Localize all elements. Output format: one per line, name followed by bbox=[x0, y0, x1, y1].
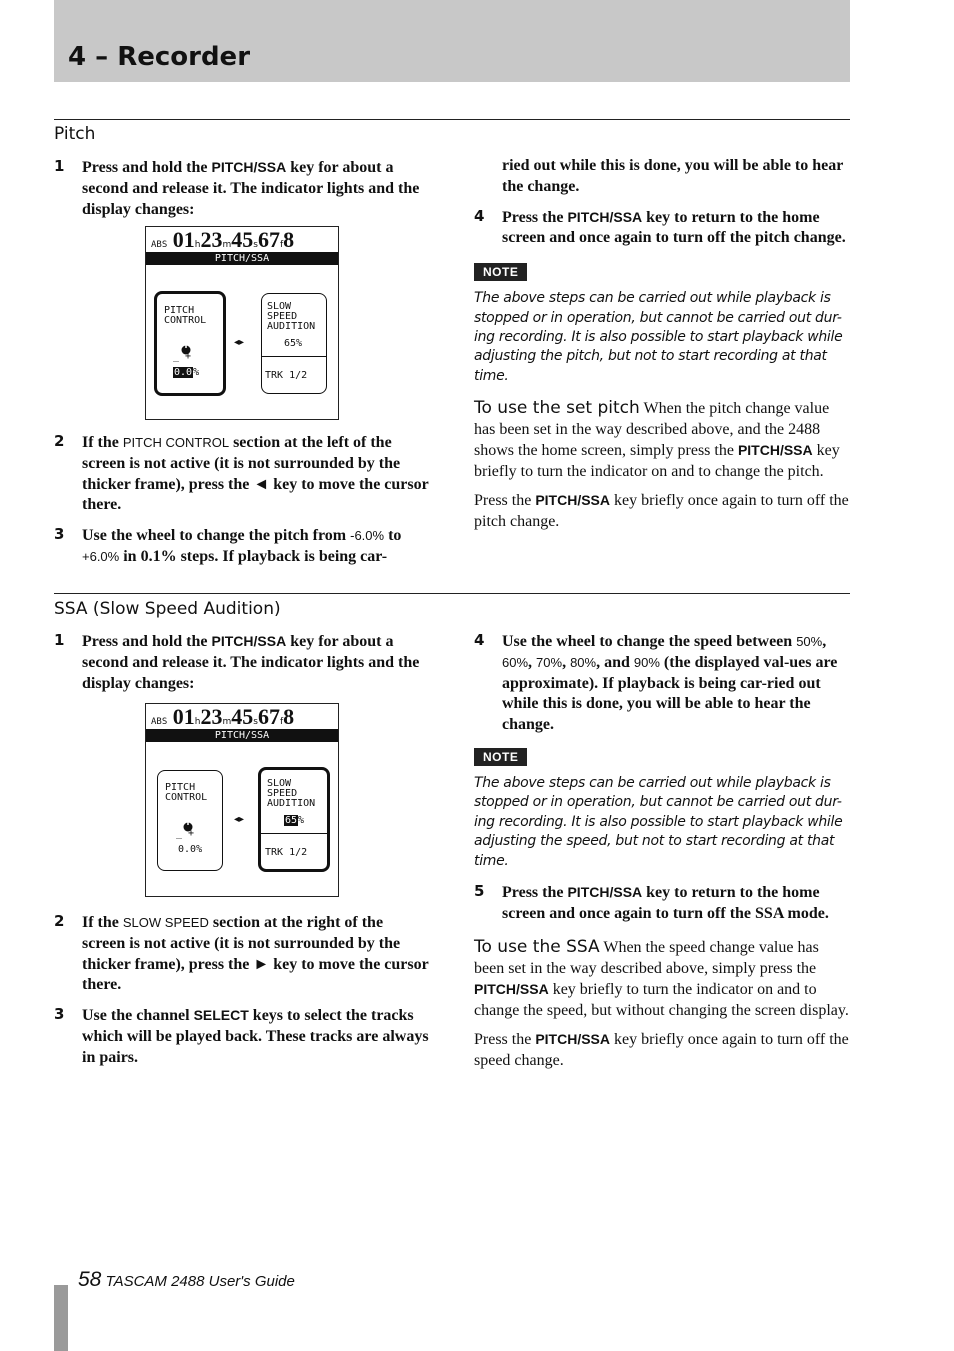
pitch-step-2: 2 If the PITCH CONTROL section at the left of the screen is not active (it is not surrounded by the thicker frame), press the ◄ key to move the cursor there. bbox=[54, 432, 429, 514]
lcd-time-display: ABS 01h23m45s67f8 bbox=[151, 704, 295, 729]
left-right-arrows-icon: ◂▸ bbox=[234, 814, 245, 825]
pitch-use-paragraph: To use the set pitch When the pitch change value has been set in the way described above, and the 2488 shows the home screen, simply press the PITCH/SSA key briefly to turn the indicator on and to change the pitch. bbox=[474, 398, 840, 481]
pitch-step-3-continued: ried out while this is done, you will be able to hear the change. bbox=[502, 157, 844, 195]
slow-speed-box: SLOW SPEED AUDITION 65% TRK 1/2 bbox=[261, 293, 327, 394]
ssa-step-2: 2 If the SLOW SPEED section at the right of the screen is not active (it is not surrounded by the thicker frame), press the ► key to move the cursor there. bbox=[54, 912, 429, 994]
ssa-step-3: 3 Use the channel SELECT keys to select the tracks which will be played back. These tracks are always in pairs. bbox=[54, 1005, 429, 1066]
lcd-title-bar: PITCH/SSA bbox=[146, 252, 338, 265]
note-badge: NOTE bbox=[474, 263, 527, 281]
pitch-step-3: 3 Use the wheel to change the pitch from -6.0% to +6.0% in 0.1% steps. If playback is being car- bbox=[54, 525, 402, 565]
footer-bar bbox=[54, 1285, 68, 1351]
lcd-ssa-screen bbox=[145, 703, 339, 897]
ssa-use-paragraph: To use the SSA When the speed change value has been set in the way described above, simply press the PITCH/SSA key briefly to turn the indicator on and to change the speed, but without changing the screen display. bbox=[474, 936, 849, 1019]
pitch-step-1: 1 Press and hold the PITCH/SSA key for about a second and release it. The indicator lights and the display changes: bbox=[54, 157, 420, 218]
ssa-step-4: 4 Use the wheel to change the speed between 50%, 60%, 70%, 80%, and 90% (the displayed val-ues are approximate). If playback is being car-ried out while this is done, you will be able to hear the change. bbox=[474, 631, 838, 734]
pitch-left-column-2 bbox=[54, 433, 430, 578]
page-number: 58 bbox=[78, 1268, 102, 1291]
guide-title: TASCAM 2488 User's Guide bbox=[105, 1273, 295, 1290]
lcd-title-bar: PITCH/SSA bbox=[146, 729, 338, 742]
section-divider bbox=[54, 119, 850, 120]
ssa-note: The above steps can be carried out while playback is stopped or in operation, but cannot be carried out dur-ing recording. It is also possible to start playback while adjusting the speed, but not to start recording at that time. bbox=[474, 774, 843, 869]
page-footer bbox=[78, 1268, 295, 1292]
ssa-step-5: 5 Press the PITCH/SSA key to return to the home screen and once again to turn off the SSA mode. bbox=[474, 882, 829, 922]
ssa-step-1: 1 Press and hold the PITCH/SSA key for about a second and release it. The indicator lights and the display changes: bbox=[54, 631, 420, 692]
pitch-control-box: PITCH CONTROL _ + 0.0% bbox=[157, 770, 223, 871]
ssa-left-column-2 bbox=[54, 913, 430, 1079]
pitch-press-paragraph: Press the PITCH/SSA key briefly once again to turn off the pitch change. bbox=[474, 492, 849, 531]
chapter-title: 4 – Recorder bbox=[68, 42, 251, 72]
ssa-press-paragraph: Press the PITCH/SSA key briefly once again to turn off the speed change. bbox=[474, 1030, 849, 1069]
pitch-right-column bbox=[474, 156, 852, 532]
pitch-step-4: 4 Press the PITCH/SSA key to return to the home screen and once again to turn off the pitch change. bbox=[474, 206, 846, 247]
section-divider bbox=[54, 593, 850, 594]
ssa-right-column bbox=[474, 632, 852, 1071]
chapter-header bbox=[54, 0, 850, 82]
slow-speed-box: SLOW SPEED AUDITION 65% TRK 1/2 bbox=[258, 767, 330, 872]
ssa-left-column bbox=[54, 632, 430, 704]
lcd-pitch-screen bbox=[145, 226, 339, 420]
note-badge: NOTE bbox=[474, 748, 527, 766]
pitch-heading: Pitch bbox=[54, 124, 96, 144]
lcd-time-display: ABS 01h23m45s67f8 bbox=[151, 227, 295, 252]
pitch-note: The above steps can be carried out while playback is stopped or in operation, but cannot be carried out dur-ing recording. It is also possible to start playback while adjusting the pitch, but not to start recording at that time. bbox=[474, 290, 843, 384]
ssa-heading: SSA (Slow Speed Audition) bbox=[54, 599, 281, 619]
pitch-left-column bbox=[54, 158, 430, 230]
left-right-arrows-icon: ◂▸ bbox=[234, 337, 245, 348]
pitch-control-box: PITCH CONTROL _ + 0.0% bbox=[154, 291, 226, 396]
